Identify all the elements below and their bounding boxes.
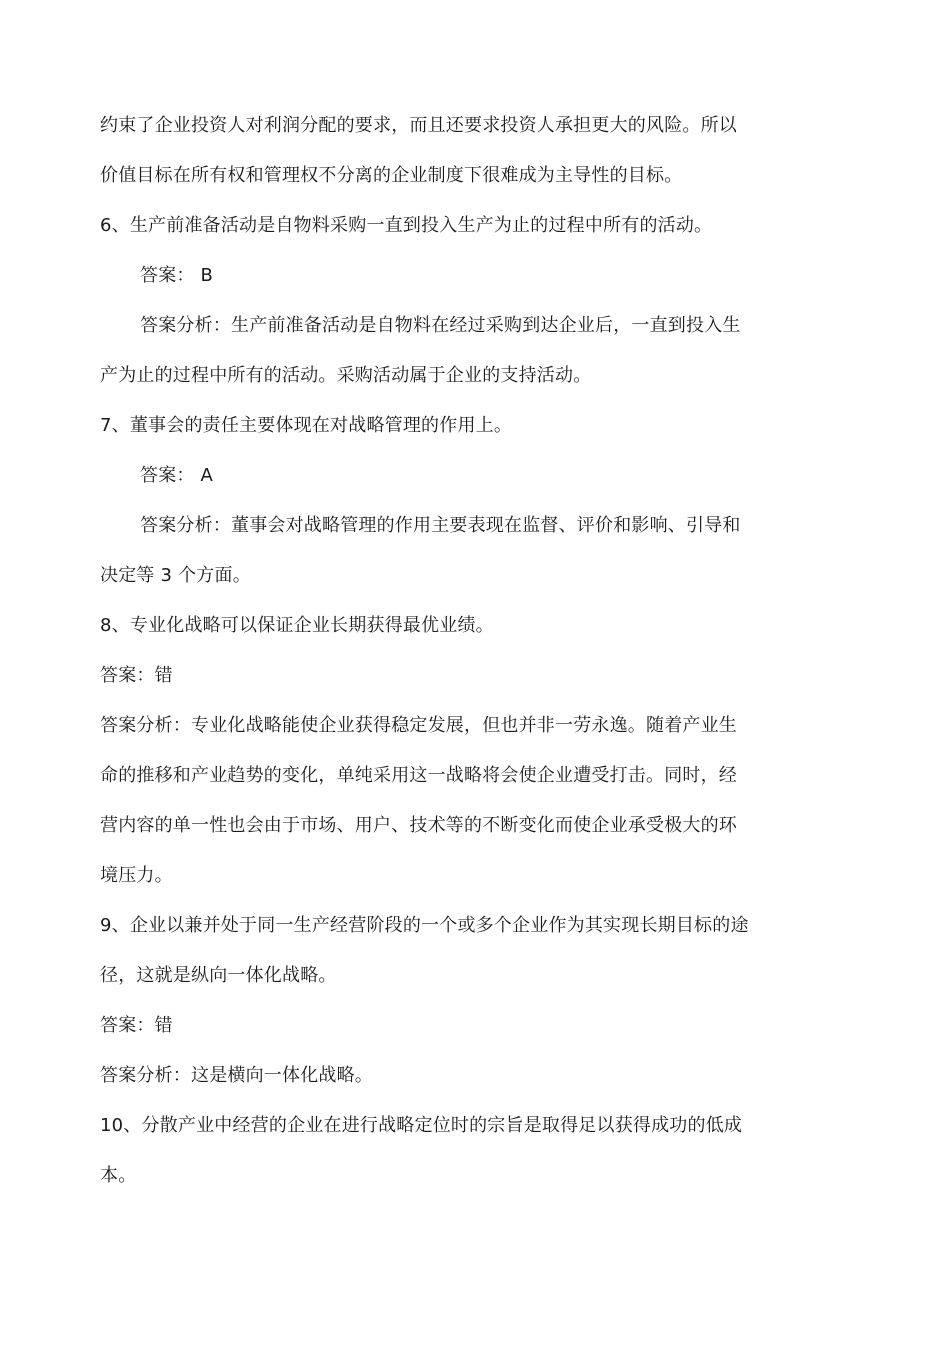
question-8: 8、专业化战略可以保证企业长期获得最优业绩。 <box>100 615 494 636</box>
analysis-8-line: 命的推移和产业趋势的变化，单纯采用这一战略将会使企业遭受打击。同时，经 <box>100 765 737 786</box>
analysis-8-line: 营内容的单一性也会由于市场、用户、技术等的不断变化而使企业承受极大的环 <box>100 815 737 836</box>
question-6: 6、生产前准备活动是自物料采购一直到投入生产为止的过程中所有的活动。 <box>100 215 713 236</box>
analysis-6-line: 答案分析：生产前准备活动是自物料在经过采购到达企业后，一直到投入生 <box>140 315 741 336</box>
paragraph-line: 约束了企业投资人对利润分配的要求，而且还要求投资人承担更大的风险。所以 <box>100 115 737 136</box>
answer-7: 答案： A <box>140 465 214 486</box>
answer-6: 答案： B <box>140 265 214 286</box>
answer-8: 答案：错 <box>100 665 173 686</box>
question-10-line: 本。 <box>100 1165 137 1186</box>
analysis-9: 答案分析：这是横向一体化战略。 <box>100 1065 373 1086</box>
question-9: 9、企业以兼并处于同一生产经营阶段的一个或多个企业作为其实现长期目标的途 <box>100 915 749 936</box>
analysis-7-line: 决定等 3 个方面。 <box>100 565 251 586</box>
question-9-line: 径，这就是纵向一体化战略。 <box>100 965 337 986</box>
analysis-8-line: 境压力。 <box>100 865 173 886</box>
question-7: 7、董事会的责任主要体现在对战略管理的作用上。 <box>100 415 513 436</box>
analysis-8-line: 答案分析：专业化战略能使企业获得稳定发展，但也并非一劳永逸。随着产业生 <box>100 715 737 736</box>
analysis-7-line: 答案分析：董事会对战略管理的作用主要表现在监督、评价和影响、引导和 <box>140 515 741 536</box>
analysis-6-line: 产为止的过程中所有的活动。采购活动属于企业的支持活动。 <box>100 365 592 386</box>
answer-9: 答案：错 <box>100 1015 173 1036</box>
question-10: 10、分散产业中经营的企业在进行战略定位时的宗旨是取得足以获得成功的低成 <box>100 1115 743 1136</box>
paragraph-line: 价值目标在所有权和管理权不分离的企业制度下很难成为主导性的目标。 <box>100 165 683 186</box>
